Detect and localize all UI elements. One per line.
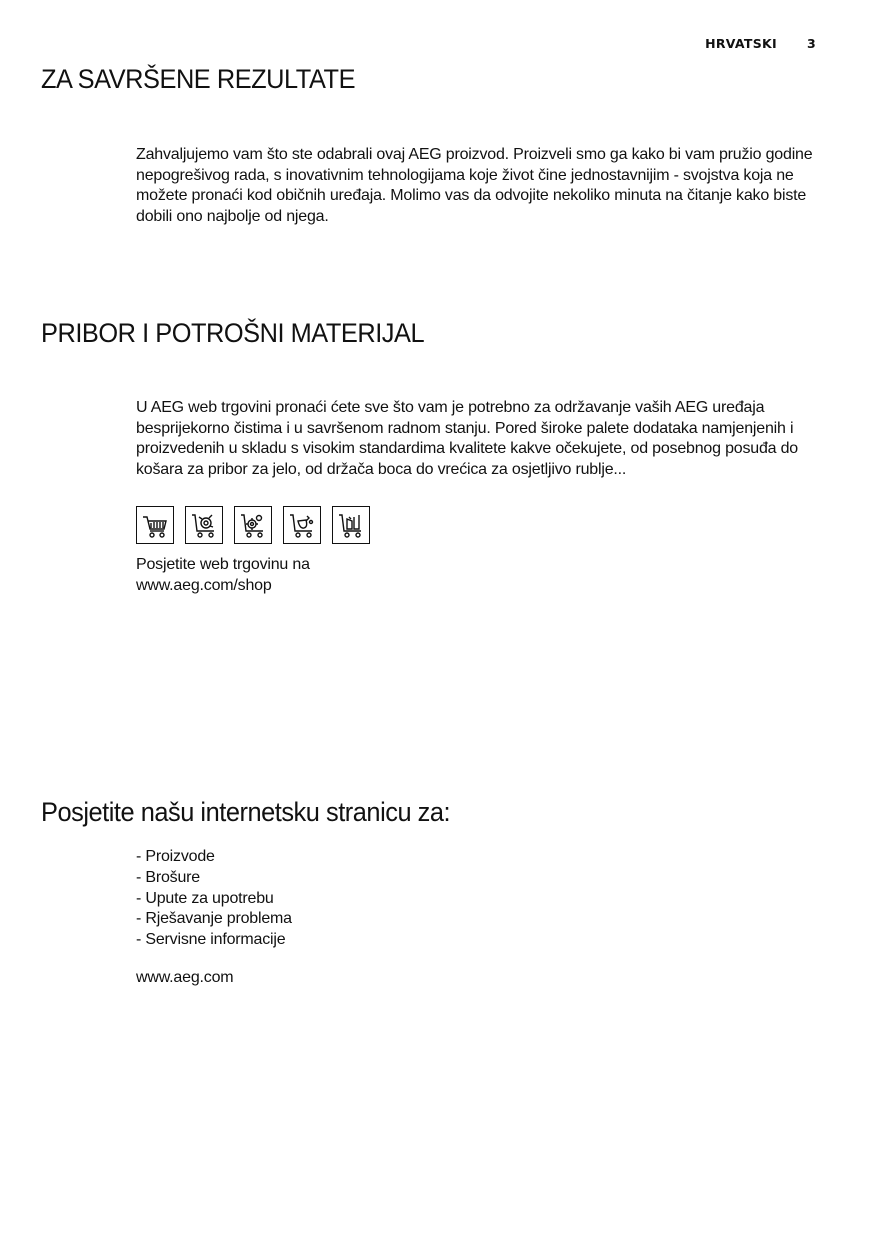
paragraph-line: besprijekorno čistima i u savršenom radnom stanju. Pored široke palete dodataka namjenjenih i [136,419,794,437]
paragraph-line: proizvedenih u skladu s visokim standardima kvalitete kakve očekujete, od posebnog posuđa do [136,440,799,457]
list-item: - Servisne informacije [136,931,286,949]
section-title-visit-website: Posjetite našu internetsku stranicu za: [41,797,451,827]
shop-icons-row [136,506,370,544]
language-label: HRVATSKI [705,36,777,51]
accessories-paragraph [136,398,826,480]
shopping-cart-icon [136,506,174,544]
paragraph-line: U AEG web trgovini pronaći ćete sve što vam je potrebno za održavanje vaših AEG uređaja [136,399,765,416]
list-item: - Rješavanje problema [136,910,292,928]
spare-parts-cart-icon [234,506,272,544]
cleaning-products-cart-icon [283,506,321,544]
laundry-products-cart-icon [332,506,370,544]
paragraph-line: košara za pribor za jelo, od držača boca do vrećica za osjetljivo rublje... [136,460,627,478]
intro-paragraph [136,145,826,227]
section-title-perfect-results: ZA SAVRŠENE REZULTATE [41,64,356,94]
website-url[interactable]: www.aeg.com [136,969,234,986]
list-item: - Proizvode [136,848,215,865]
dishwasher-accessories-cart-icon [185,506,223,544]
list-item: - Brošure [136,868,200,886]
list-item: - Upute za upotrebu [136,889,274,907]
shop-url-link[interactable]: www.aeg.com/shop [136,576,272,594]
page-header [705,36,816,51]
paragraph-line: možete pronaći kod običnih uređaja. Molimo vas da odvojite nekoliko minuta na čitanje kako biste [136,187,807,204]
shop-visit-text: Posjetite web trgovinu na [136,556,310,573]
paragraph-line: nepogrešivog rada, s inovativnim tehnologijama koje život čine jednostavnijim - svojstva koja ne [136,166,794,184]
website-topics-list [136,847,292,951]
page-number: 3 [807,36,816,51]
section-title-accessories: PRIBOR I POTROŠNI MATERIJAL [41,318,425,348]
shop-info [136,555,826,596]
paragraph-line: Zahvaljujemo vam što ste odabrali ovaj AEG proizvod. Proizveli smo ga kako bi vam pružio godine [136,146,813,163]
paragraph-line: dobili ono najbolje od njega. [136,207,329,225]
